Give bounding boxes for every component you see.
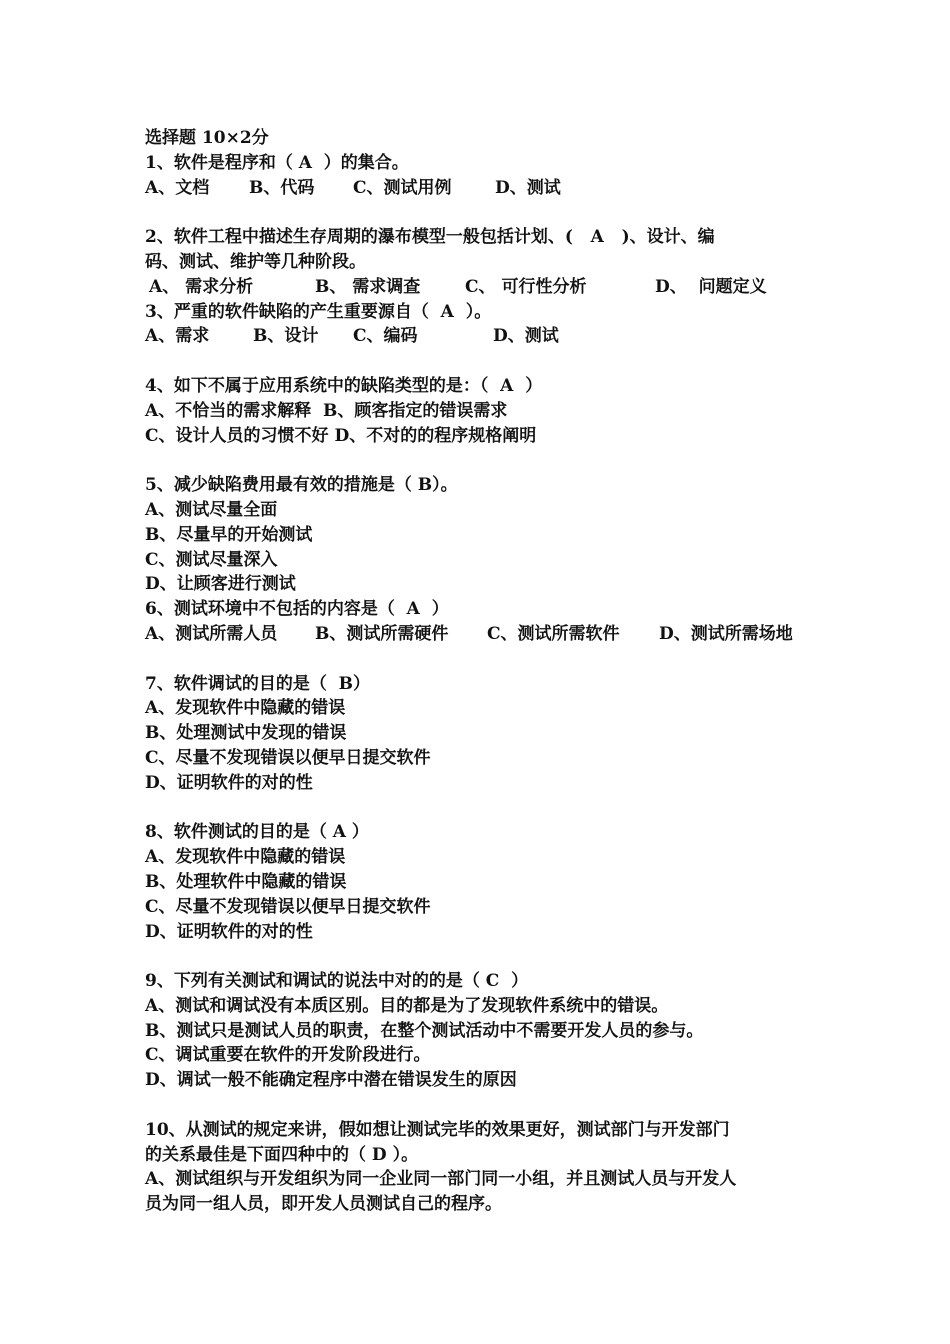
question-9-option-c: C、调试重要在软件的开发阶段进行。 — [145, 1045, 431, 1066]
question-2-option-b: B、 需求调查 — [315, 276, 421, 297]
spacer — [145, 349, 825, 374]
question-10-stem-line-2: 的关系最佳是下面四种中的（ D ）。 — [145, 1144, 419, 1165]
question-3-option-a: A、需求 — [145, 326, 210, 347]
question-1-option-a: A、文档 — [145, 177, 210, 198]
question-5-option-b: B、尽量早的开始测试 — [145, 524, 313, 545]
question-7-option-c: C、尽量不发现错误以便早日提交软件 — [145, 747, 431, 768]
question-10-stem-line-1: 10、从测试的规定来讲，假如想让测试完毕的效果更好，测试部门与开发部门 — [145, 1119, 730, 1140]
question-7-option-d: D、证明软件的对的性 — [145, 772, 313, 793]
spacer — [145, 796, 825, 821]
question-7-stem: 7、软件调试的目的是（ B） — [145, 673, 371, 694]
question-9-option-b: B、测试只是测试人员的职责，在整个测试活动中不需要开发人员的参与。 — [145, 1020, 704, 1041]
question-3-options — [145, 324, 825, 349]
question-3-option-c: C、编码 — [353, 326, 418, 347]
spacer — [145, 448, 825, 473]
question-7-option-a: A、发现软件中隐藏的错误 — [145, 698, 346, 719]
section-header: 选择题 10×2分 — [145, 128, 269, 148]
spacer — [145, 1093, 825, 1118]
question-6-stem: 6、测试环境中不包括的内容是（ A ） — [145, 599, 449, 620]
question-2-option-d: D、 问题定义 — [655, 276, 767, 297]
question-2-options — [145, 275, 825, 300]
question-6-options — [145, 622, 825, 647]
question-3-option-b: B、设计 — [253, 326, 319, 347]
question-8-option-b: B、处理软件中隐藏的错误 — [145, 871, 347, 892]
question-4-options-cd: C、设计人员的习惯不好 D、不对的的程序规格阐明 — [145, 425, 537, 446]
question-8-option-c: C、尽量不发现错误以便早日提交软件 — [145, 896, 431, 917]
question-8-stem: 8、软件测试的目的是（ A ） — [145, 822, 369, 843]
question-6-option-c: C、测试所需软件 — [487, 623, 620, 644]
question-1-option-d: D、测试 — [495, 177, 561, 198]
question-1-stem: 1、软件是程序和（ A ）的集合。 — [145, 152, 409, 173]
question-2-stem-line-1: 2、软件工程中描述生存周期的瀑布模型一般包括计划、( A )、设计、编 — [145, 227, 715, 248]
question-10-option-a-line-2: 员为同一组人员，即开发人员测试自己的程序。 — [145, 1194, 502, 1215]
question-4-stem: 4、如下不属于应用系统中的缺陷类型的是：（ A ） — [145, 375, 543, 396]
question-5-option-d: D、让顾客进行测试 — [145, 574, 296, 595]
spacer — [145, 200, 825, 225]
question-6-option-b: B、测试所需硬件 — [315, 623, 449, 644]
question-8-option-a: A、发现软件中隐藏的错误 — [145, 847, 346, 868]
spacer — [145, 944, 825, 969]
question-1-option-c: C、测试用例 — [353, 177, 452, 198]
question-2-stem-line-2: 码、测试、维护等几种阶段。 — [145, 251, 366, 272]
question-4-options-ab: A、不恰当的需求解释 B、顾客指定的错误需求 — [145, 400, 508, 421]
question-9-option-d: D、调试一般不能确定程序中潜在错误发生的原因 — [145, 1070, 517, 1091]
question-1-option-b: B、代码 — [249, 177, 315, 198]
question-10-option-a-line-1: A、测试组织与开发组织为同一企业同一部门同一小组，并且测试人员与开发人 — [145, 1169, 737, 1190]
document-page — [145, 126, 825, 1217]
question-9-stem: 9、下列有关测试和调试的说法中对的的是（ C ） — [145, 971, 529, 992]
question-5-option-a: A、测试尽量全面 — [145, 499, 278, 520]
question-7-option-b: B、处理测试中发现的错误 — [145, 723, 347, 744]
question-6-option-a: A、测试所需人员 — [145, 623, 278, 644]
question-2-option-c: C、 可行性分析 — [465, 276, 587, 297]
spacer — [145, 647, 825, 672]
question-5-stem: 5、减少缺陷费用最有效的措施是（ B）。 — [145, 475, 458, 496]
question-2-option-a: A、 需求分析 — [149, 276, 254, 297]
question-1-options — [145, 176, 825, 201]
question-8-option-d: D、证明软件的对的性 — [145, 921, 313, 942]
question-3-option-d: D、测试 — [493, 326, 559, 347]
question-9-option-a: A、测试和调试没有本质区别。目的都是为了发现软件系统中的错误。 — [145, 995, 669, 1016]
question-6-option-d: D、测试所需场地 — [659, 623, 793, 644]
question-5-option-c: C、测试尽量深入 — [145, 549, 278, 570]
question-3-stem: 3、严重的软件缺陷的产生重要源自（ A ）。 — [145, 301, 492, 322]
